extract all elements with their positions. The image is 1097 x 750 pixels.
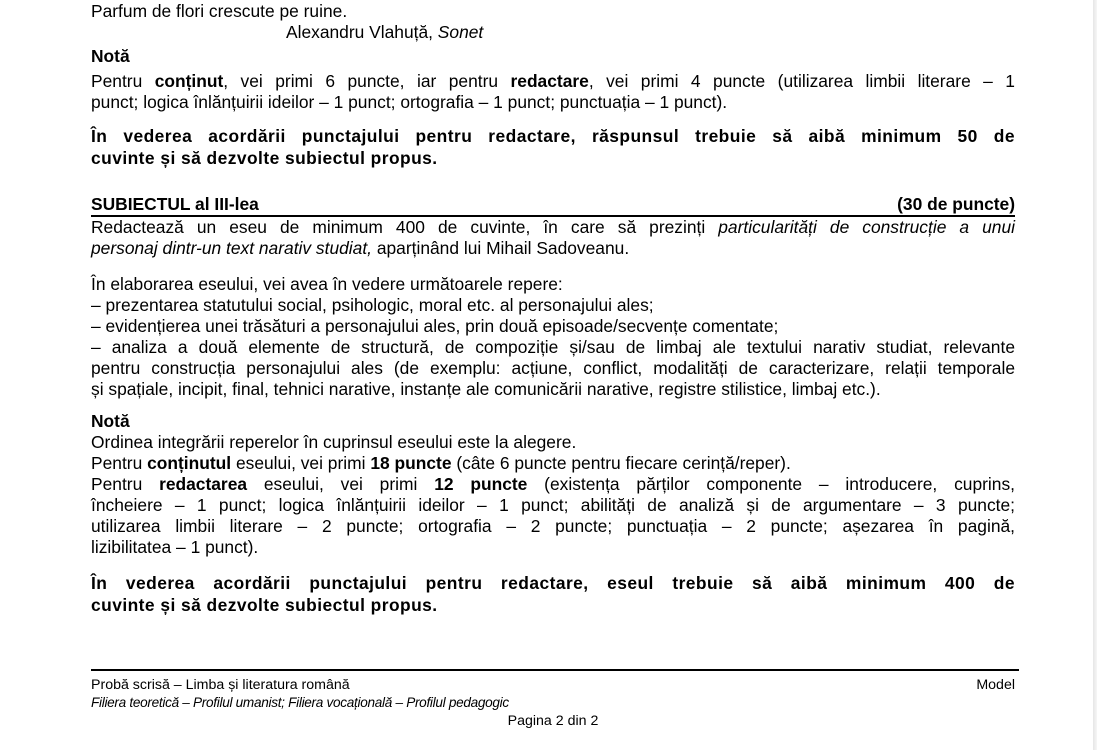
subject-header (91, 194, 1015, 217)
reper-3-line1: – analiza a două elemente de structură, de compoziție și/sau de limbaj ale textului narativ studiat, relevante (91, 337, 1015, 357)
footer-exam-name: Probă scrisă – Limba și literatura română (91, 677, 350, 693)
reper-3-line3: și spațiale, incipit, final, tehnici narative, instanțe ale comunicării narative, registre stilistice, limbaj etc.). (91, 379, 881, 399)
nota2-redactare-line4: lizibilitatea – 1 punct). (91, 537, 259, 557)
subject-title: SUBIECTUL al III-lea (91, 194, 259, 214)
poem-attribution (91, 22, 1015, 43)
nota2-redactare-line2: încheiere – 1 punct; logica înlănțuirii ideilor – 1 punct; abilități de analiză și de argumentare – 3 puncte; (91, 495, 1015, 515)
repere-intro: În elaborarea eseului, vei avea în vedere următoarele repere: (91, 274, 563, 294)
poem-last-line: Parfum de flori crescute pe ruine. (91, 1, 348, 21)
nota1-paragraph-line1: Pentru conținut, vei primi 6 puncte, iar pentru redactare, vei primi 4 puncte (utilizarea limbii literare – 1 (91, 71, 1015, 91)
nota2-redactare-line3: utilizarea limbii literare – 2 puncte; ortografia – 2 puncte; punctuația – 2 puncte; așezarea în pagină, (91, 516, 1015, 536)
nota2-content-points: Pentru conținutul eseului, vei primi 18 puncte (câte 6 puncte pentru fiecare cerință/reper). (91, 453, 791, 473)
page-content (91, 0, 1015, 616)
reper-2: – evidențierea unei trăsături a personajului ales, prin două episoade/secvențe comentate; (91, 316, 779, 336)
nota1-paragraph-line2: punct; logica înlănțuirii ideilor – 1 punct; ortografia – 1 punct; punctuația – 1 punct). (91, 92, 728, 112)
viewer-edge (1093, 0, 1097, 750)
subject-requirement-line2: personaj dintr-un text narativ studiat, aparținând lui Mihail Sadoveanu. (91, 238, 630, 258)
footer-row-1 (91, 676, 1015, 694)
subject-points: (30 de puncte) (897, 194, 1015, 214)
nota2-order: Ordinea integrării reperelor în cuprinsul eseului este la alegere. (91, 432, 577, 452)
footer-profile: Filiera teoretică – Profilul umanist; Filiera vocațională – Profilul pedagogic (91, 695, 509, 710)
reper-1: – prezentarea statutului social, psihologic, moral etc. al personajului ales; (91, 295, 654, 315)
page-footer (91, 676, 1015, 730)
poem-title: Sonet (437, 22, 484, 42)
nota2-requirement: În vederea acordării punctajului pentru redactare, eseul trebuie să aibă minimum 400 de cuvinte și să dezvolte subiectul propus. (91, 573, 1015, 615)
nota-heading-2: Notă (91, 411, 130, 431)
poem-author: Alexandru Vlahuță, (286, 22, 438, 42)
nota1-requirement: În vederea acordării punctajului pentru redactare, răspunsul trebuie să aibă minimum 50 de cuvinte și să dezvolte subiectul propus. (91, 126, 1015, 168)
reper-3-line2: pentru construcția personajului ales (de exemplu: acțiune, conflict, modalități de caracterizare, relații temporale (91, 358, 1015, 378)
footer-divider (91, 669, 1019, 671)
nota-heading-1: Notă (91, 46, 130, 66)
footer-page-number: Pagina 2 din 2 (507, 713, 599, 729)
nota2-redactare-line1: Pentru redactarea eseului, vei primi 12 puncte (existența părților componente – introducere, cuprins, (91, 474, 1015, 494)
footer-model-label: Model (976, 677, 1015, 693)
subject-requirement-line1: Redactează un eseu de minimum 400 de cuvinte, în care să prezinți particularități de construcție a unui (91, 217, 1015, 237)
